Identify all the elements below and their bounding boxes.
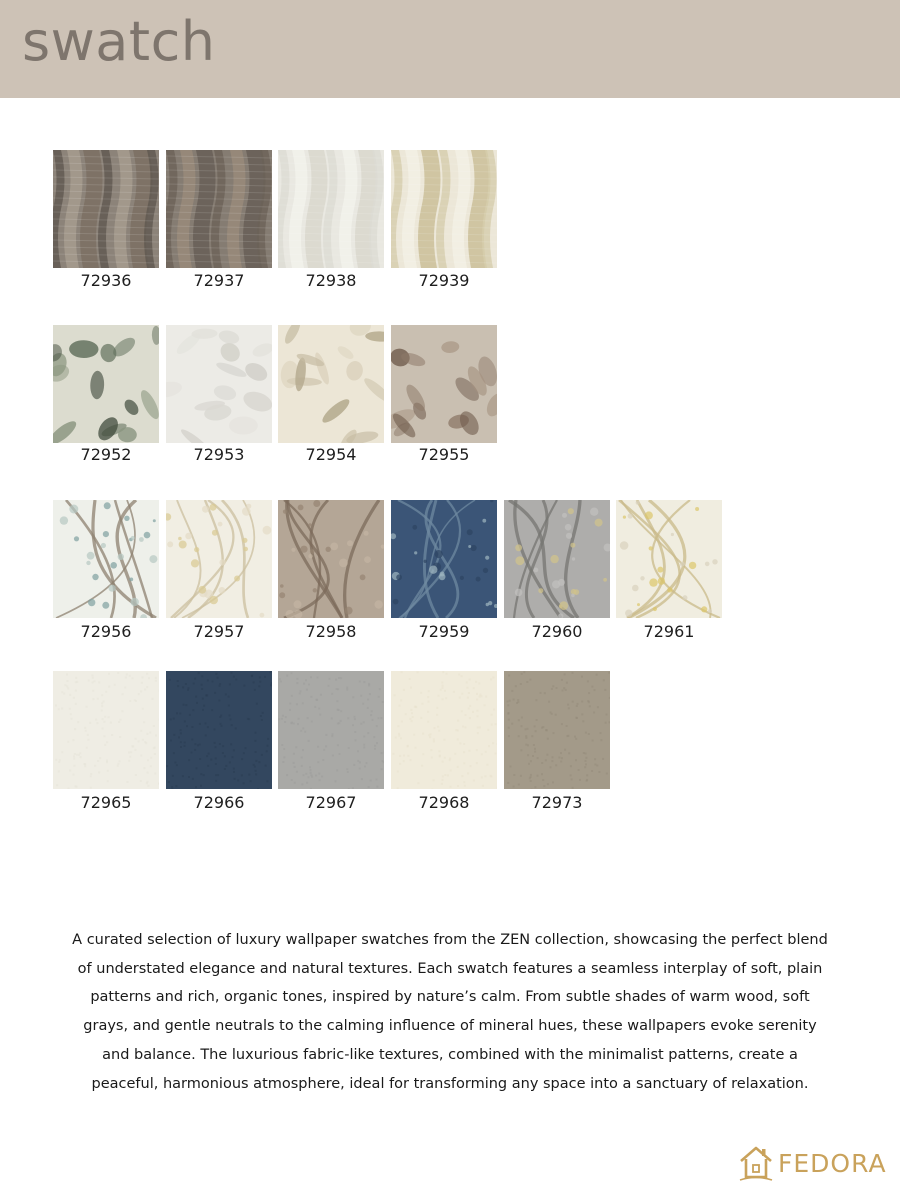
swatch-72936[interactable] (53, 150, 159, 290)
swatch-image[interactable] (53, 325, 159, 443)
house-icon (738, 1144, 774, 1182)
swatch-code: 72953 (193, 445, 245, 464)
swatch-code: 72956 (80, 622, 132, 641)
swatch-72956[interactable] (53, 500, 159, 641)
swatch-code: 72952 (80, 445, 132, 464)
header-banner (0, 0, 900, 98)
swatch-image[interactable] (278, 500, 384, 618)
swatch-image[interactable] (166, 325, 272, 443)
swatch-image[interactable] (616, 500, 722, 618)
swatch-code: 72961 (643, 622, 695, 641)
swatch-72959[interactable] (391, 500, 497, 641)
swatch-code: 72968 (418, 793, 470, 812)
swatch-image[interactable] (391, 150, 497, 268)
swatch-code: 72959 (418, 622, 470, 641)
swatch-72967[interactable] (278, 671, 384, 812)
swatch-code: 72955 (418, 445, 470, 464)
swatch-72958[interactable] (278, 500, 384, 641)
swatch-72952[interactable] (53, 325, 159, 464)
swatch-code: 72937 (193, 271, 245, 290)
swatch-72960[interactable] (504, 500, 610, 641)
swatch-code: 72966 (193, 793, 245, 812)
swatch-image[interactable] (278, 150, 384, 268)
swatch-code: 72967 (305, 793, 357, 812)
swatch-72973[interactable] (504, 671, 610, 812)
swatch-image[interactable] (166, 671, 272, 789)
swatch-72965[interactable] (53, 671, 159, 812)
brand-name: FEDORA (778, 1149, 887, 1178)
swatch-image[interactable] (391, 671, 497, 789)
swatch-72953[interactable] (166, 325, 272, 464)
swatch-72968[interactable] (391, 671, 497, 812)
brand-logo (738, 1140, 893, 1188)
swatch-image[interactable] (166, 150, 272, 268)
swatch-72939[interactable] (391, 150, 497, 290)
swatch-code: 72938 (305, 271, 357, 290)
swatch-image[interactable] (53, 671, 159, 789)
page-title: swatch (22, 10, 216, 73)
swatch-image[interactable] (504, 671, 610, 789)
swatch-code: 72939 (418, 271, 470, 290)
swatch-code: 72973 (531, 793, 583, 812)
swatch-code: 72936 (80, 271, 132, 290)
swatch-code: 72954 (305, 445, 357, 464)
swatch-image[interactable] (166, 500, 272, 618)
swatch-72961[interactable] (616, 500, 722, 641)
swatch-72937[interactable] (166, 150, 272, 290)
swatch-code: 72965 (80, 793, 132, 812)
swatch-72938[interactable] (278, 150, 384, 290)
swatch-72954[interactable] (278, 325, 384, 464)
swatch-image[interactable] (278, 671, 384, 789)
collection-description: A curated selection of luxury wallpaper swatches from the ZEN collection, showcasing the perfect blend of understated elegance and natural textures. Each swatch features a seamless interplay of soft, plain patterns and rich, organic tones, inspired by nature’s calm. From subtle shades of warm wood, soft grays, and gentle neutrals to the calming influence of mineral hues, these wallpapers evoke serenity and balance. The luxurious fabric-like textures, combined with the minimalist patterns, create a peaceful, harmonious atmosphere, ideal for transforming any space into a sanctuary of relaxation. (72, 932, 828, 1092)
swatch-72957[interactable] (166, 500, 272, 641)
swatch-code: 72960 (531, 622, 583, 641)
swatch-image[interactable] (53, 500, 159, 618)
swatch-code: 72958 (305, 622, 357, 641)
swatch-image[interactable] (278, 325, 384, 443)
swatch-72966[interactable] (166, 671, 272, 812)
swatch-image[interactable] (504, 500, 610, 618)
swatch-72955[interactable] (391, 325, 497, 464)
swatch-image[interactable] (53, 150, 159, 268)
swatch-image[interactable] (391, 325, 497, 443)
swatch-image[interactable] (391, 500, 497, 618)
swatch-code: 72957 (193, 622, 245, 641)
